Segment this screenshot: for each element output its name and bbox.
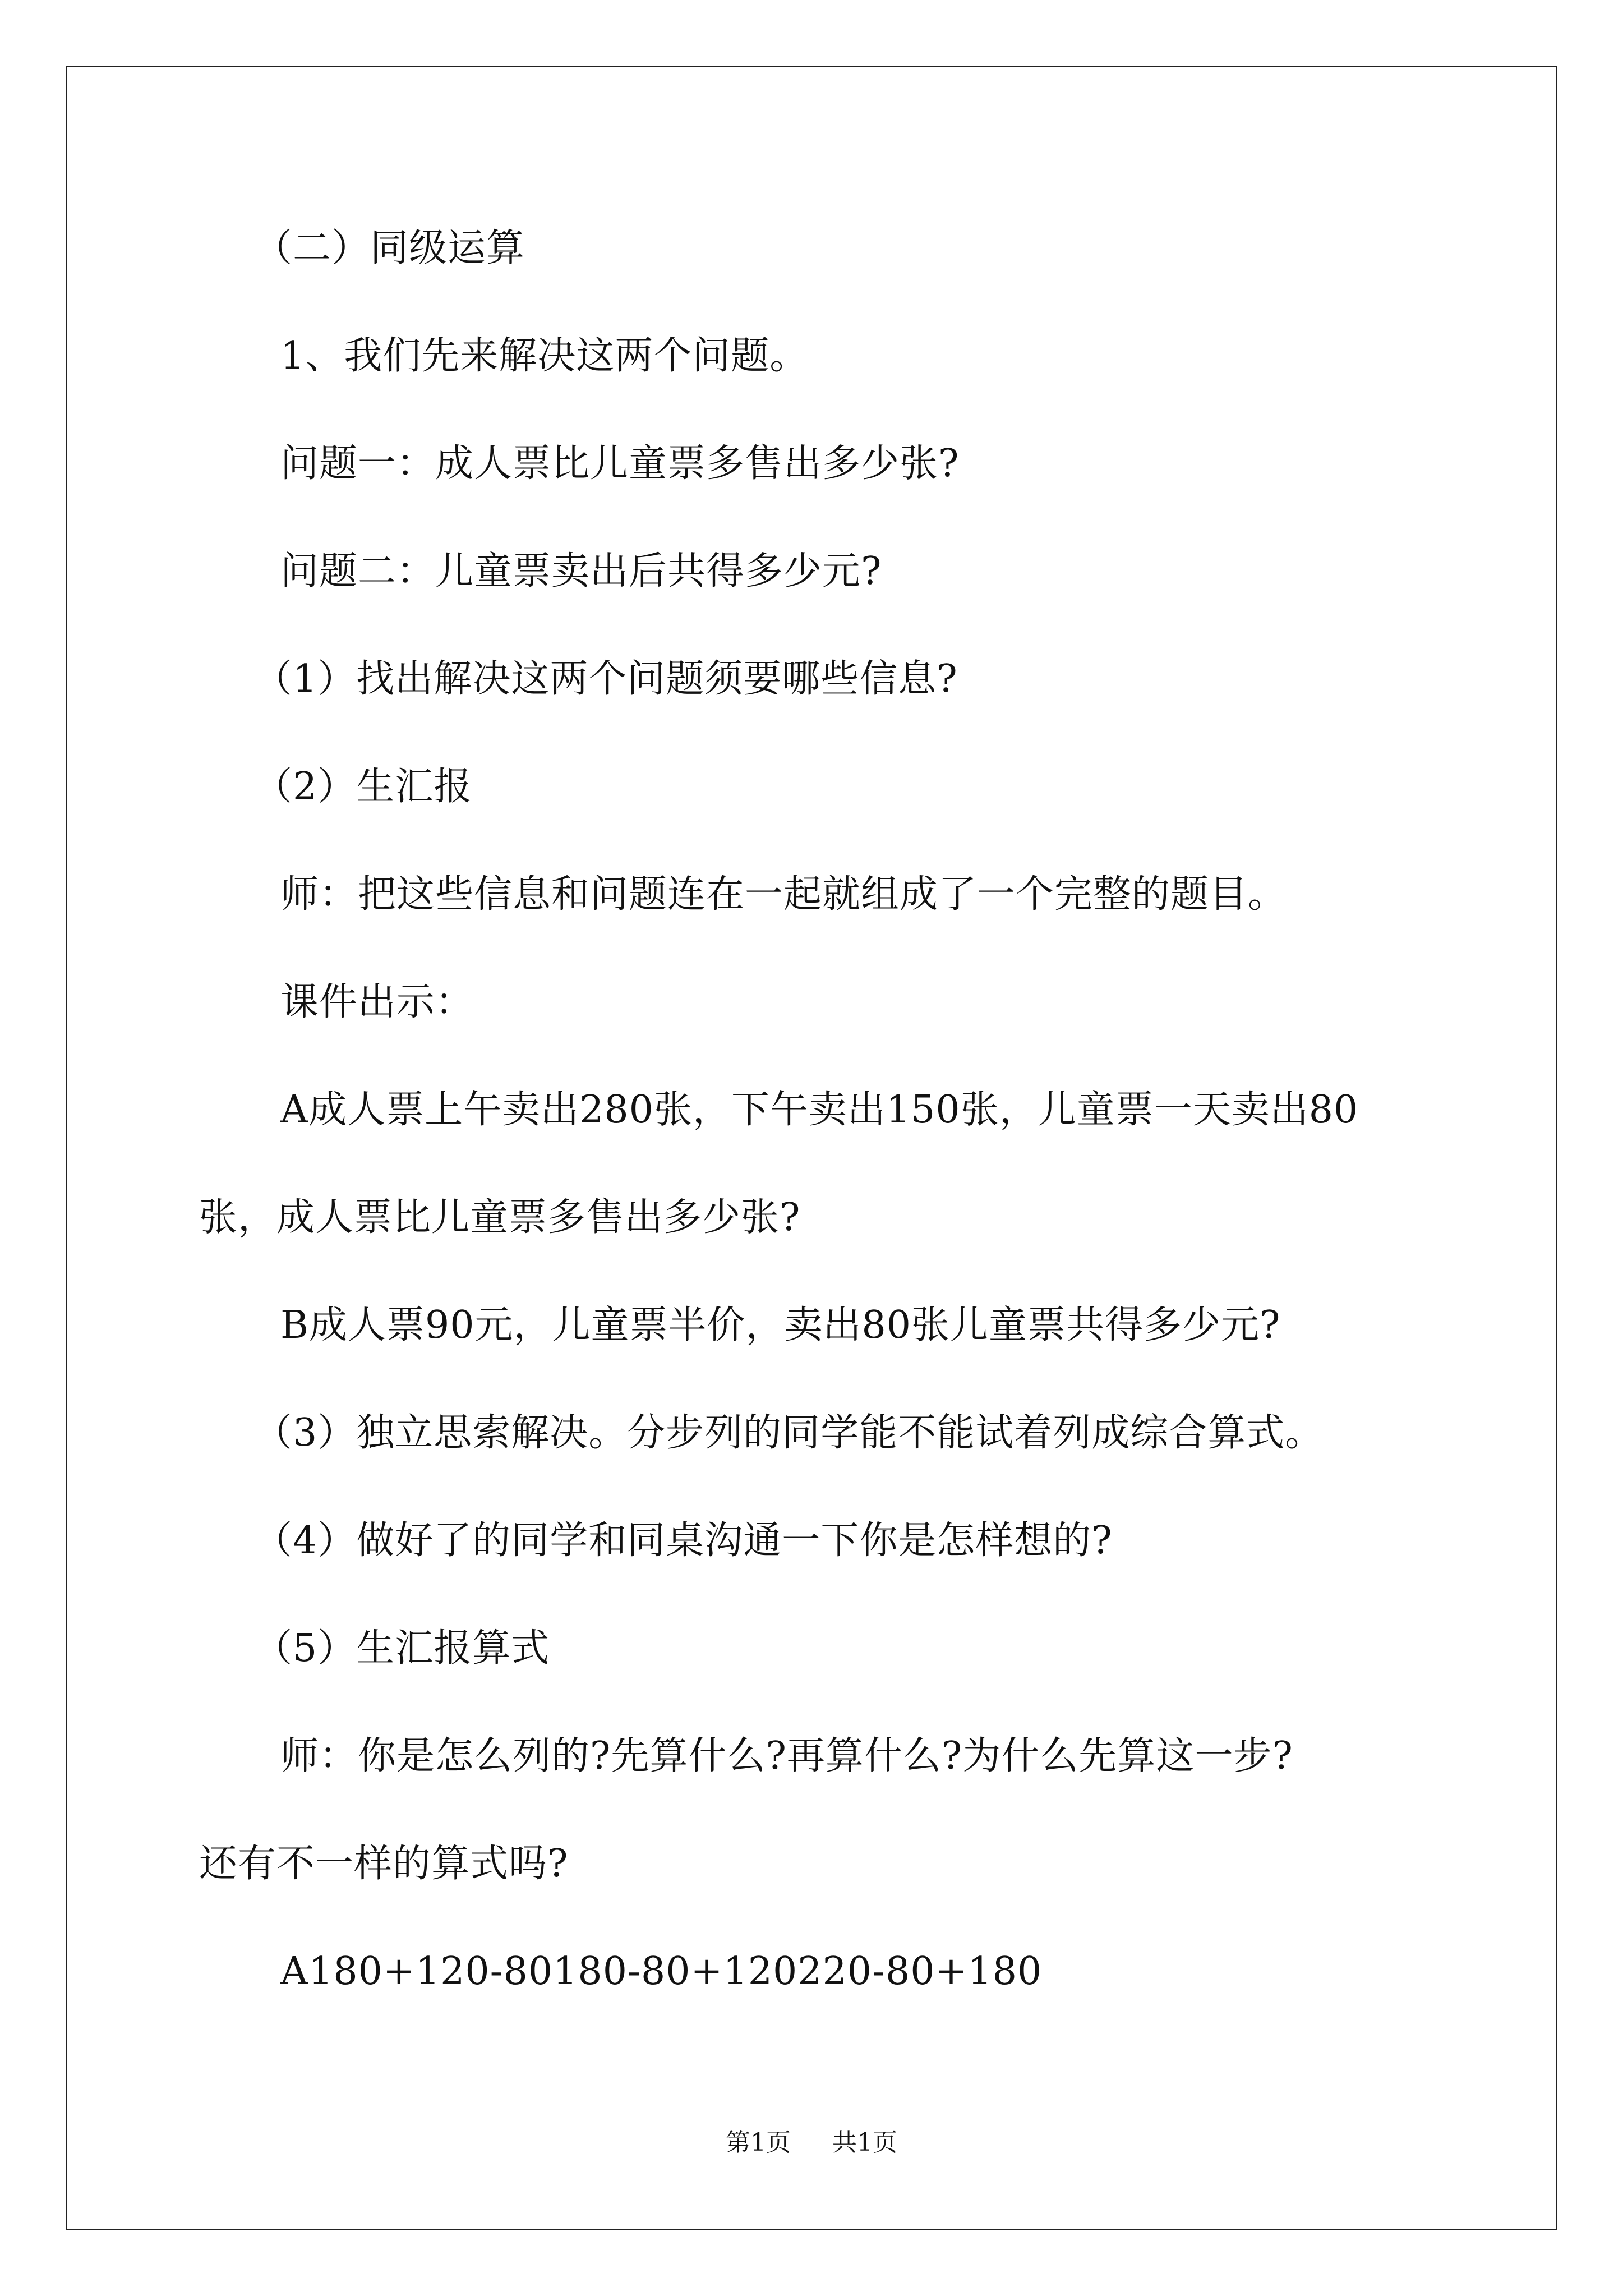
- page-number: 第1页: [726, 2128, 791, 2157]
- paragraph: （3）独立思索解决。分步列的同学能不能试着列成综合算式。: [254, 1411, 1324, 1455]
- paragraph: 问题一：成人票比儿童票多售出多少张?: [280, 441, 960, 486]
- page-footer: [0, 2126, 1623, 2160]
- paragraph: （2）生汇报: [254, 765, 473, 809]
- paragraph: 师：把这些信息和问题连在一起就组成了一个完整的题目。: [280, 872, 1287, 917]
- paragraph: 还有不一样的算式吗?: [199, 1842, 569, 1886]
- page-border: [66, 66, 1557, 2230]
- paragraph: 1、我们先来解决这两个问题。: [280, 334, 809, 378]
- paragraph: 张，成人票比儿童票多售出多少张?: [199, 1195, 801, 1240]
- paragraph: A成人票上午卖出280张，下午卖出150张，儿童票一天卖出80: [280, 1088, 1359, 1132]
- paragraph: （4）做好了的同学和同桌沟通一下你是怎样想的?: [254, 1519, 1113, 1563]
- paragraph: （5）生汇报算式: [254, 1626, 550, 1671]
- formula-line: A180+120-80180-80+120220-80+180: [280, 1949, 1043, 1994]
- paragraph: 问题二：儿童票卖出后共得多少元?: [280, 549, 882, 593]
- section-heading: （二）同级运算: [254, 226, 525, 270]
- paragraph: 师：你是怎么列的?先算什么?再算什么?为什么先算这一步?: [280, 1734, 1293, 1778]
- paragraph: B成人票90元，儿童票半价，卖出80张儿童票共得多少元?: [280, 1303, 1281, 1347]
- page-total: 共1页: [832, 2128, 897, 2157]
- paragraph: （1）找出解决这两个问题须要哪些信息?: [254, 657, 958, 701]
- paragraph: 课件出示：: [280, 980, 474, 1024]
